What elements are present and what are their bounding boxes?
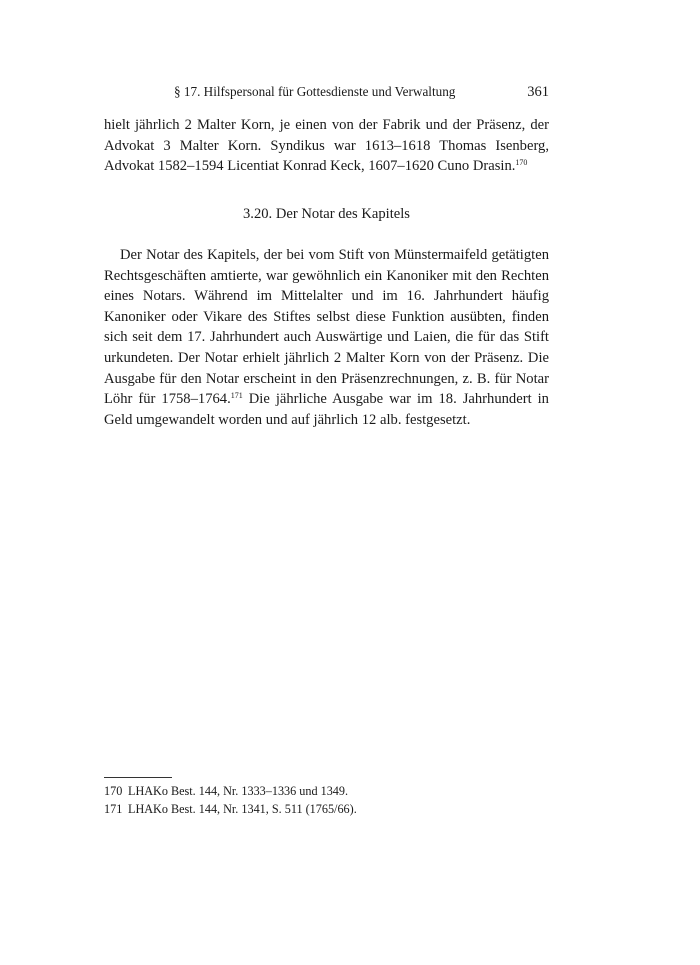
section-heading: 3.20. Der Notar des Kapitels xyxy=(243,206,410,222)
footnote-reference: 170 xyxy=(515,158,528,168)
paragraph-text: hielt jährlich 2 Malter Korn, je einen von der Fabrik und der Präsenz, der Advokat 3 Malter Korn. Syndikus war 1613–1618 Thomas Isenberg, Advokat 1582–1594 Licentiat Konrad Keck, 1607–1620 Cuno Drasin. xyxy=(104,117,549,175)
footnote-divider xyxy=(104,777,172,778)
running-header xyxy=(104,84,549,104)
body-paragraph xyxy=(104,245,549,430)
body-paragraph xyxy=(104,115,549,177)
footnotes xyxy=(104,782,549,818)
footnote-text: LHAKo Best. 144, Nr. 1333–1336 und 1349. xyxy=(128,784,349,798)
footnote-item xyxy=(104,782,549,800)
running-title: § 17. Hilfspersonal für Gottesdienste und Verwaltung xyxy=(174,84,456,99)
page-number: 361 xyxy=(527,84,549,100)
footnote-number: 171 xyxy=(104,802,123,816)
footnote-reference: 171 xyxy=(230,391,243,401)
paragraph-text-continued: Die jährliche Ausgabe war im 18. Jahrhundert in Geld umgewandelt worden und auf jährlich 12 alb. festgesetzt. xyxy=(104,391,549,428)
footnote-item xyxy=(104,800,549,818)
paragraph-text: Der Notar des Kapitels, der bei vom Stift von Münstermaifeld getätigten Rechtsgeschäften amtierte, war gewöhnlich ein Kanoniker mit den Rechten eines Notars. Während im Mittelalter und im 16. Jahrhundert häufig Kanoniker oder Vikare des Stiftes selbst diese Funktion ausübten, finden sich seit dem 17. Jahrhundert auch Auswärtige und Laien, die für das Stift urkundeten. Der Notar erhielt jährlich 2 Malter Korn von der Präsenz. Die Ausgabe für den Notar erscheint in den Präsenzrechnungen, z. B. für Notar Löhr für 1758–1764. xyxy=(104,247,549,408)
footnote-text: LHAKo Best. 144, Nr. 1341, S. 511 (1765/66). xyxy=(128,802,357,816)
footnote-number: 170 xyxy=(104,784,123,798)
